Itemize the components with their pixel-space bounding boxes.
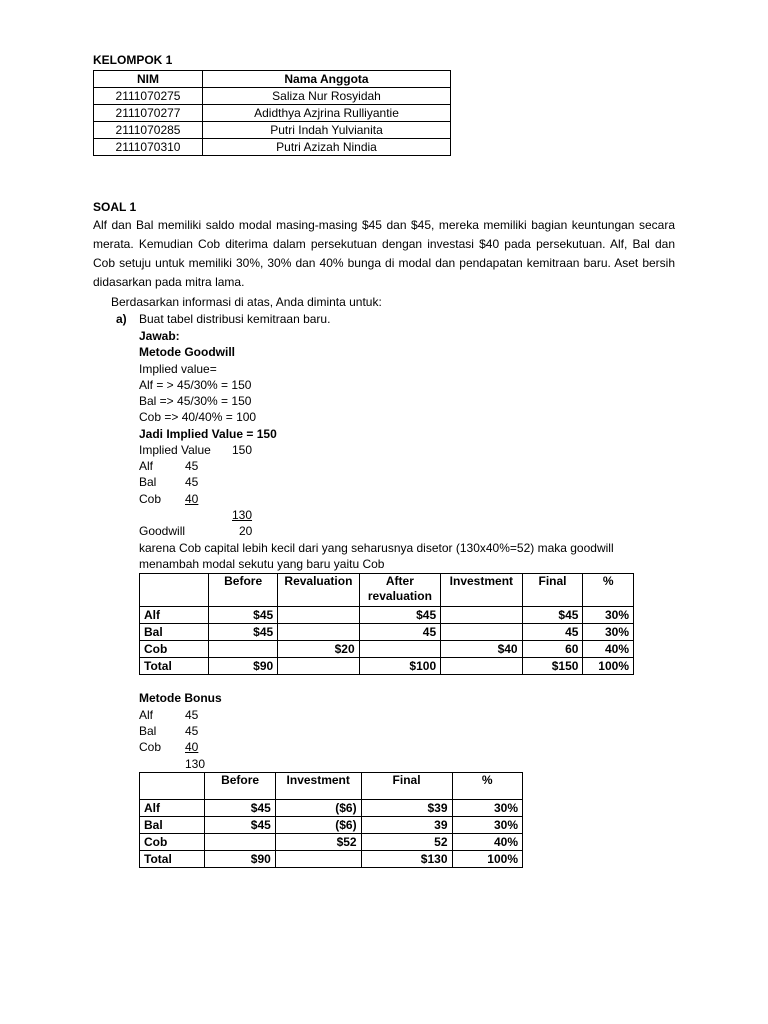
- revaluation-cell: $20: [278, 641, 359, 658]
- investment-cell: $40: [441, 641, 522, 658]
- percent-cell: 40%: [583, 641, 634, 658]
- table-row: [140, 658, 634, 675]
- table-row: [94, 139, 451, 156]
- investment-cell: $52: [275, 834, 361, 851]
- goodwill-method-title: Metode Goodwill: [139, 345, 235, 359]
- header-partner: [140, 773, 205, 800]
- instruction-text: Berdasarkan informasi di atas, Anda diminta untuk:: [111, 295, 382, 309]
- before-cell: [205, 834, 275, 851]
- table-row: [140, 851, 523, 868]
- goodwill-label: Goodwill: [139, 524, 186, 538]
- table-row: [94, 88, 451, 105]
- table-row: [140, 834, 523, 851]
- header-percent: %: [583, 574, 634, 607]
- percent-cell: 30%: [452, 800, 523, 817]
- table-row: [140, 607, 634, 624]
- after-revaluation-cell: 45: [359, 624, 440, 641]
- nim-cell: 2111070275: [94, 88, 203, 105]
- bonus-method-title: Metode Bonus: [139, 691, 222, 705]
- investment-cell: [441, 624, 522, 641]
- before-cell: [209, 641, 278, 658]
- revaluation-cell: [278, 658, 359, 675]
- header-final: Final: [522, 574, 583, 607]
- percent-cell: 100%: [583, 658, 634, 675]
- part-a-label: a): [116, 312, 127, 326]
- table-row: [140, 641, 634, 658]
- partner-cell: Total: [140, 851, 205, 868]
- revaluation-cell: [278, 607, 359, 624]
- name-cell: Putri Indah Yulvianita: [203, 122, 451, 139]
- final-cell: 60: [522, 641, 583, 658]
- before-cell: $45: [209, 607, 278, 624]
- table-row: [140, 624, 634, 641]
- after-revaluation-cell: $100: [359, 658, 440, 675]
- final-cell: 39: [361, 817, 452, 834]
- investment-cell: [275, 851, 361, 868]
- partner-value: 45: [185, 475, 199, 489]
- group-title: KELOMPOK 1: [93, 53, 173, 67]
- investment-cell: ($6): [275, 800, 361, 817]
- percent-cell: 30%: [452, 817, 523, 834]
- percent-cell: 30%: [583, 607, 634, 624]
- final-cell: $130: [361, 851, 452, 868]
- partner-cell: Bal: [140, 817, 205, 834]
- before-cell: $90: [209, 658, 278, 675]
- name-cell: Adidthya Azjrina Rulliyantie: [203, 105, 451, 122]
- partner-value: 45: [185, 459, 199, 473]
- table-header-row: [140, 574, 634, 607]
- before-cell: $45: [205, 817, 275, 834]
- partner-value: 40: [185, 492, 199, 506]
- partner-name: Bal: [139, 475, 157, 489]
- before-cell: $90: [205, 851, 275, 868]
- goodwill-note: karena Cob capital lebih kecil dari yang seharusnya disetor (130x40%=52) maka goodwill menambah modal sekutu yang baru yaitu Cob: [139, 541, 614, 571]
- partner-name: Cob: [139, 492, 162, 506]
- partner-name: Bal: [139, 724, 157, 738]
- partner-cell: Bal: [140, 624, 209, 641]
- table-row: [140, 800, 523, 817]
- calc-line: Alf = > 45/30% = 150: [139, 378, 252, 392]
- header-partner: [140, 574, 209, 607]
- before-cell: $45: [209, 624, 278, 641]
- header-investment: Investment: [275, 773, 361, 800]
- name-cell: Saliza Nur Rosyidah: [203, 88, 451, 105]
- table-header-row: [140, 773, 523, 800]
- question-title: SOAL 1: [93, 200, 137, 214]
- final-cell: $39: [361, 800, 452, 817]
- investment-cell: ($6): [275, 817, 361, 834]
- before-cell: $45: [205, 800, 275, 817]
- percent-cell: 100%: [452, 851, 523, 868]
- table-row: [140, 817, 523, 834]
- header-nama: Nama Anggota: [203, 71, 451, 88]
- nim-cell: 2111070310: [94, 139, 203, 156]
- name-cell: Putri Azizah Nindia: [203, 139, 451, 156]
- calc-line: Cob => 40/40% = 100: [139, 410, 257, 424]
- subtotal-value: 130: [185, 757, 206, 771]
- final-cell: 45: [522, 624, 583, 641]
- final-cell: $45: [522, 607, 583, 624]
- goodwill-distribution-table: [139, 573, 634, 675]
- after-revaluation-cell: $45: [359, 607, 440, 624]
- bonus-distribution-table: [139, 772, 523, 868]
- after-revaluation-cell: [359, 641, 440, 658]
- final-cell: $150: [522, 658, 583, 675]
- subtotal-value: 130: [232, 508, 253, 522]
- nim-cell: 2111070285: [94, 122, 203, 139]
- nim-cell: 2111070277: [94, 105, 203, 122]
- partner-cell: Alf: [140, 800, 205, 817]
- table-header-row: [94, 71, 451, 88]
- header-nim: NIM: [94, 71, 203, 88]
- header-before: Before: [205, 773, 275, 800]
- final-cell: 52: [361, 834, 452, 851]
- percent-cell: 40%: [452, 834, 523, 851]
- question-text: Alf dan Bal memiliki saldo modal masing-masing $45 dan $45, mereka memiliki bagian keuntungan secara merata. Kemudian Cob diterima dalam persekutuan dengan investasi $40 pada persekutuan. Alf, Bal dan Cob setuju untuk memiliki 30%, 30% dan 40% bunga di modal dan pendapatan kemitraan baru. Aset bersih didasarkan pada mitra lama.: [93, 218, 675, 289]
- partner-name: Alf: [139, 708, 154, 722]
- revaluation-cell: [278, 624, 359, 641]
- partner-value: 45: [185, 708, 199, 722]
- partner-value: 40: [185, 740, 199, 754]
- table-row: [94, 122, 451, 139]
- partner-name: Cob: [139, 740, 162, 754]
- implied-value-label: Implied value=: [139, 362, 217, 376]
- partner-value: 45: [185, 724, 199, 738]
- implied-value-conclusion: Jadi Implied Value = 150: [139, 427, 277, 441]
- calc-line: Bal => 45/30% = 150: [139, 394, 252, 408]
- answer-label: Jawab:: [139, 329, 180, 343]
- investment-cell: [441, 607, 522, 624]
- partner-name: Alf: [139, 459, 154, 473]
- implied-value-number: 150: [232, 443, 253, 457]
- header-revaluation: Revaluation: [278, 574, 359, 607]
- header-investment: Investment: [441, 574, 522, 607]
- table-row: [94, 105, 451, 122]
- percent-cell: 30%: [583, 624, 634, 641]
- header-final: Final: [361, 773, 452, 800]
- part-a-text: Buat tabel distribusi kemitraan baru.: [139, 312, 331, 326]
- header-after-revaluation: After revaluation: [359, 574, 440, 607]
- goodwill-value: 20: [239, 524, 253, 538]
- partner-cell: Total: [140, 658, 209, 675]
- partner-cell: Alf: [140, 607, 209, 624]
- implied-value-row-label: Implied Value: [139, 443, 211, 457]
- investment-cell: [441, 658, 522, 675]
- partner-cell: Cob: [140, 641, 209, 658]
- header-before: Before: [209, 574, 278, 607]
- header-percent: %: [452, 773, 523, 800]
- members-table: [93, 70, 451, 156]
- partner-cell: Cob: [140, 834, 205, 851]
